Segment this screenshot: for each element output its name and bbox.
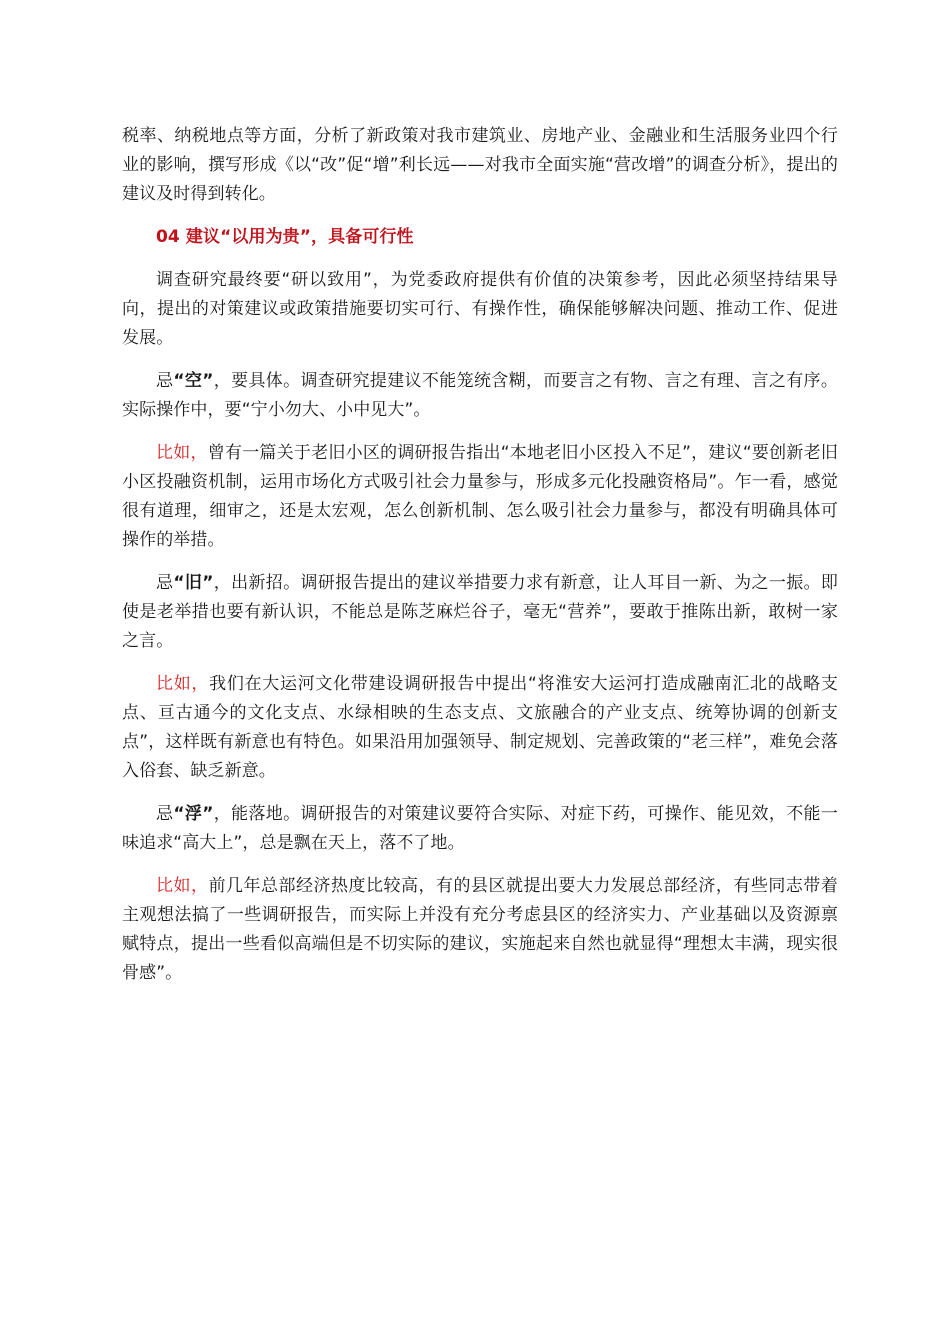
paragraph-3-lead: 比如， [156,443,208,463]
paragraph-4-quote: “旧” [173,573,214,593]
section-title-pre: 建议 [185,227,221,247]
paragraph-6-quote: “浮” [173,804,214,824]
document-page [122,122,838,1002]
paragraph-4-text: ，出新招。调研报告提出的建议举措要力求有新意，让人耳目一新、为之一振。即使是老举措也要有新认识，不能总是陈芝麻烂谷子，毫无“营养”，要敢于推陈出新，敢树一家之言。 [122,573,838,651]
paragraph-2 [122,367,838,425]
paragraph-1-text: 调查研究最终要“研以致用”，为党委政府提供有价值的决策参考，因此必须坚持结果导向，提出的对策建议或政策措施要切实可行、有操作性，确保能够解决问题、推动工作、促进发展。 [122,270,838,348]
paragraph-7 [122,872,838,988]
paragraph-6-text: ，能落地。调研报告的对策建议要符合实际、对症下药，可操作、能见效，不能一味追求“高大上”，总是飘在天上，落不了地。 [122,804,838,853]
paragraph-2-text: ，要具体。调查研究提建议不能笼统含糊，而要言之有物、言之有理、言之有序。实际操作中，要“宁小勿大、小中见大”。 [122,371,838,420]
section-heading [122,223,838,252]
section-title-quote: “以用为贵” [220,227,312,247]
section-title-post: ，具备可行性 [311,227,414,247]
paragraph-2-pre: 忌 [156,371,174,391]
intro-paragraph [122,122,838,209]
paragraph-7-lead: 比如， [156,876,209,896]
section-number: 04 [156,227,180,247]
paragraph-3-text: 曾有一篇关于老旧小区的调研报告指出“本地老旧小区投入不足”，建议“要创新老旧小区投融资机制，运用市场化方式吸引社会力量参与，形成多元化投融资格局”。乍一看，感觉很有道理，细审之，还是太宏观，怎么创新机制、怎么吸引社会力量参与，都没有明确具体可操作的举措。 [122,443,838,550]
paragraph-2-quote: “空” [173,371,214,391]
paragraph-6 [122,800,838,858]
paragraph-7-text: 前几年总部经济热度比较高，有的县区就提出要大力发展总部经济，有些同志带着主观想法搞了一些调研报告，而实际上并没有充分考虑县区的经济实力、产业基础以及资源禀赋特点，提出一些看似高端但是不切实际的建议，实施起来自然也就显得“理想太丰满，现实很骨感”。 [122,876,838,983]
paragraph-5 [122,670,838,786]
paragraph-1 [122,266,838,353]
paragraph-4 [122,569,838,656]
paragraph-4-pre: 忌 [156,573,174,593]
intro-text: 税率、纳税地点等方面，分析了新政策对我市建筑业、房地产业、金融业和生活服务业四个行业的影响，撰写形成《以“改”促“增”利长远——对我市全面实施“营改增”的调查分析》，提出的建议及时得到转化。 [122,126,838,204]
paragraph-3 [122,439,838,555]
paragraph-6-pre: 忌 [156,804,174,824]
paragraph-5-lead: 比如， [156,674,210,694]
paragraph-5-text: 我们在大运河文化带建设调研报告中提出“将淮安大运河打造成融南汇北的战略支点、亘古通今的文化支点、水绿相映的生态支点、文旅融合的产业支点、统筹协调的创新支点”，这样既有新意也有特色。如果沿用加强领导、制定规划、完善政策的“老三样”，难免会落入俗套、缺乏新意。 [122,674,838,781]
